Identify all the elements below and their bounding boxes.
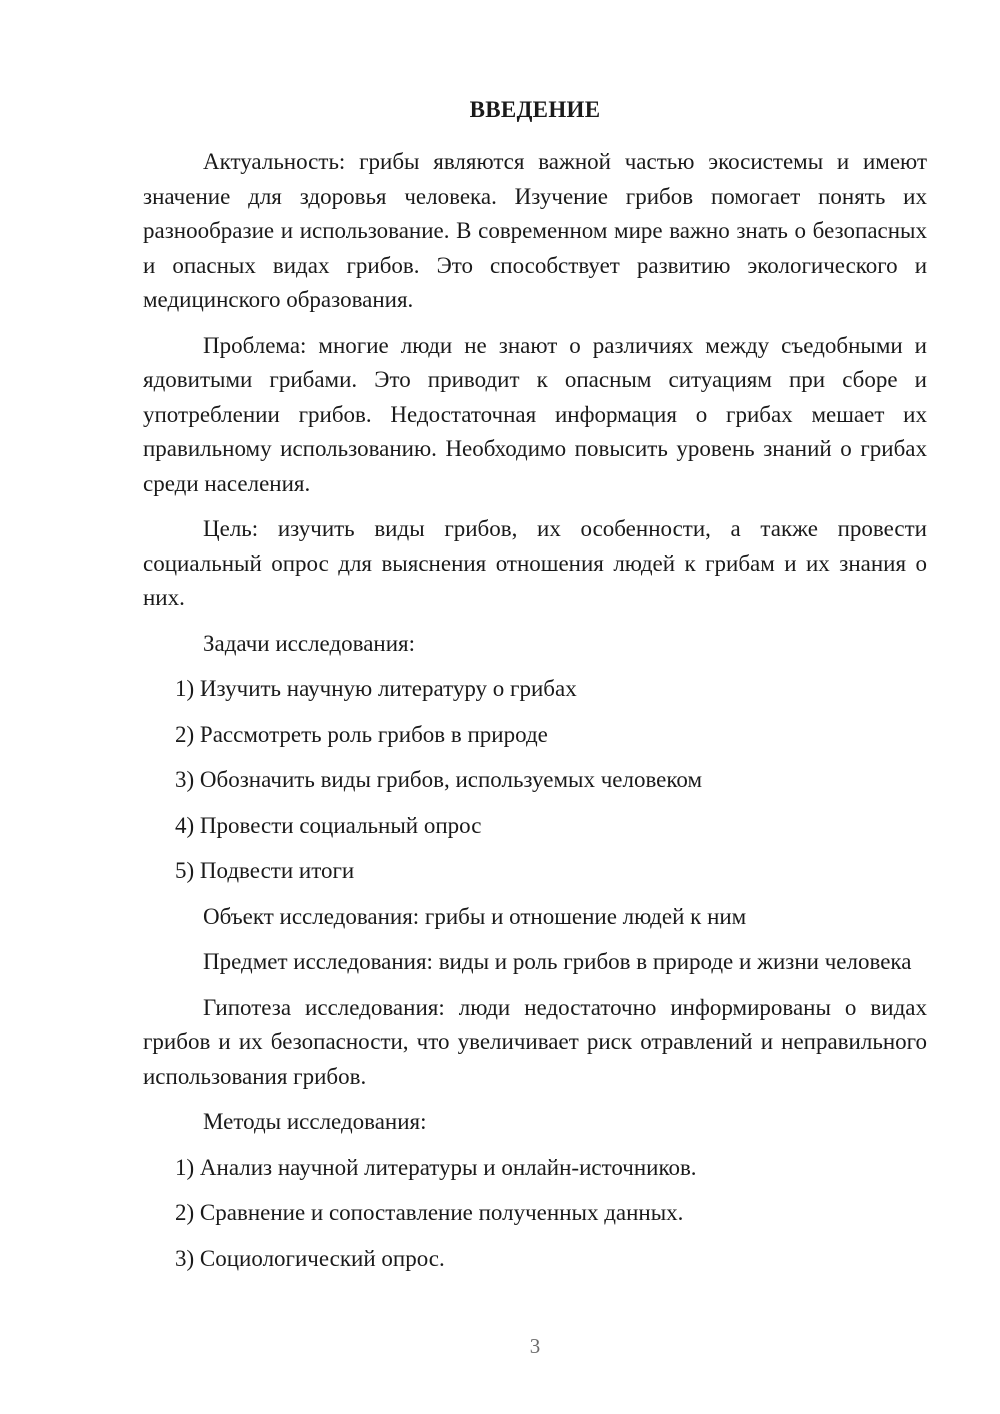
methods-heading: Методы исследования:	[203, 1109, 427, 1134]
method-item: 2) Сравнение и сопоставление полученных данных.	[175, 1200, 684, 1225]
methods-list	[143, 1151, 927, 1277]
tasks-list	[143, 672, 927, 889]
task-item: 1) Изучить научную литературу о грибах	[175, 676, 577, 701]
task-item: 2) Рассмотреть роль грибов в природе	[175, 721, 548, 747]
problem-paragraph: Проблема: многие люди не знают о различиях между съедобными и ядовитыми грибами. Это приводит к опасным ситуациям при сборе и употреблении грибов. Недостаточная информация о грибах мешает их правильному использованию. Необходимо повысить уровень знаний о грибах среди населения.	[143, 332, 927, 496]
task-item: 3) Обозначить виды грибов, используемых человеком	[175, 767, 703, 792]
task-item: 5) Подвести итоги	[175, 858, 355, 883]
hypothesis-paragraph: Гипотеза исследования: люди недостаточно информированы о видах грибов и их безопасности, что увеличивает риск отравлений и неправильного использования грибов.	[143, 994, 927, 1089]
object-paragraph: Объект исследования: грибы и отношение людей к ним	[203, 903, 747, 929]
tasks-heading: Задачи исследования:	[203, 630, 416, 656]
relevance-paragraph: Актуальность: грибы являются важной частью экосистемы и имеют значение для здоровья человека. Изучение грибов помогает понять их разнообразие и использование. В современном мире важно знать о безопасных и опасных видах грибов. Это способствует развитию экологического и медицинского образования.	[143, 149, 927, 312]
task-item: 4) Провести социальный опрос	[175, 812, 482, 838]
method-item: 3) Социологический опрос.	[175, 1245, 445, 1271]
page-number: 3	[529, 1334, 541, 1358]
method-item: 1) Анализ научной литературы и онлайн-источников.	[175, 1154, 697, 1180]
page-content	[143, 96, 927, 1287]
subject-paragraph: Предмет исследования: виды и роль грибов в природе и жизни человека	[203, 949, 912, 974]
section-title: ВВЕДЕНИЕ	[469, 97, 601, 122]
goal-paragraph: Цель: изучить виды грибов, их особенности, а также провести социальный опрос для выяснения отношения людей к грибам и их знания о них.	[143, 516, 927, 610]
